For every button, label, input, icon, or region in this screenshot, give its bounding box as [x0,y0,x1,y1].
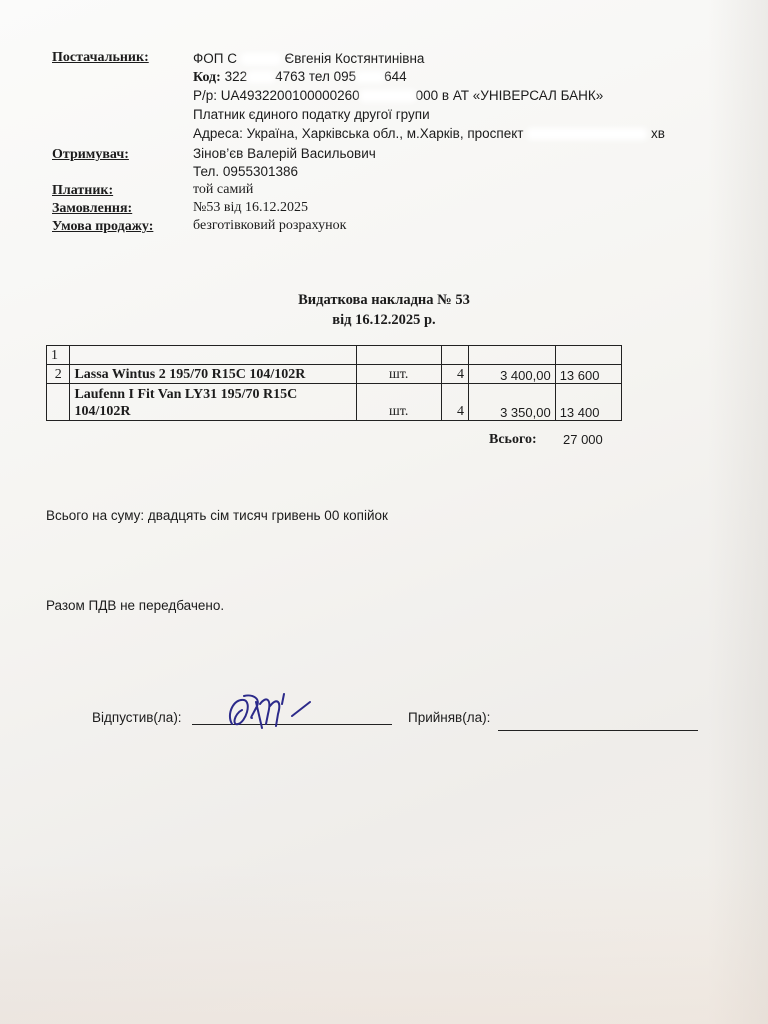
row-unit: шт. [356,365,441,384]
redaction [241,53,281,65]
order-label: Замовлення: [52,201,133,216]
row-product-name-line2: 104/102R [74,404,131,419]
total-value: 27 000 [563,432,603,447]
supplier-account-start: Р/р: UA4932200100000260 [193,88,360,103]
row-num [47,384,70,421]
invoice-title: Видаткова накладна № 53 [298,292,470,308]
supplier-tax-status: Платник єдиного податку другої групи [193,107,430,122]
table-row [47,384,622,421]
sum-in-words: Всього на суму: двадцять сім тисяч гривень 00 копійок [46,508,388,523]
row-product-name-line1: Laufenn I Fit Van LY31 195/70 R15C [74,387,298,402]
row-price: 3 400,00 [469,365,556,384]
recipient-phone: Тел. 0955301386 [193,164,299,179]
header-cell [441,346,469,365]
supplier-name-prefix: ФОП С [193,51,237,66]
header-num: 1 [47,346,70,365]
row-num: 2 [47,365,70,384]
supplier-name-suffix: Євгенія Костянтинівна [284,51,425,66]
row-unit: шт. [356,384,441,421]
header-cell [469,346,556,365]
invoice-date: від 16.12.2025 р. [332,312,436,328]
redaction [247,71,275,83]
row-product-name [70,384,356,421]
recipient-name: Зінов’єв Валерій Васильович [193,146,376,161]
received-by-line [498,730,698,731]
row-qty: 4 [441,384,469,421]
redaction [527,128,647,140]
total-label: Всього: [489,432,537,447]
header-cell [555,346,621,365]
payer-label: Платник: [52,183,114,198]
row-sum: 13 400 [555,384,621,421]
signature-icon [222,688,322,734]
supplier-account-end: 000 в АТ «УНІВЕРСАЛ БАНК» [415,88,604,103]
row-sum: 13 600 [555,365,621,384]
supplier-account [193,88,603,103]
supplier-code-label: Код: [193,70,221,85]
supplier-address-prefix: Адреса: Україна, Харківська обл., м.Харків, проспект [193,126,524,141]
supplier-code-start: 322 [224,69,248,84]
terms-value: безготівковий розрахунок [193,218,347,233]
supplier-address-suffix: хв [651,126,665,141]
terms-label: Умова продажу: [52,219,154,234]
supplier-code [193,69,407,86]
recipient-label: Отримувач: [52,147,129,162]
redaction [356,71,384,83]
payer-value: той самий [193,182,254,197]
items-table [46,345,622,421]
header-cell [70,346,356,365]
paper-tint [0,864,768,1024]
header-cell [356,346,441,365]
table-header-row [47,346,622,365]
received-by-label: Прийняв(ла): [408,710,491,725]
supplier-code-mid: 4763 тел 095 [275,69,357,84]
redaction [360,90,416,102]
row-price: 3 350,00 [469,384,556,421]
supplier-code-end: 644 [384,69,407,84]
row-qty: 4 [441,365,469,384]
order-value: №53 від 16.12.2025 [193,200,308,215]
row-product-name: Lassa Wintus 2 195/70 R15C 104/102R [70,365,356,384]
released-by-label: Відпустив(ла): [92,710,182,725]
supplier-name [193,51,424,66]
supplier-address [193,126,665,141]
vat-note: Разом ПДВ не передбачено. [46,598,225,613]
table-row [47,365,622,384]
supplier-label: Постачальник: [52,50,149,65]
